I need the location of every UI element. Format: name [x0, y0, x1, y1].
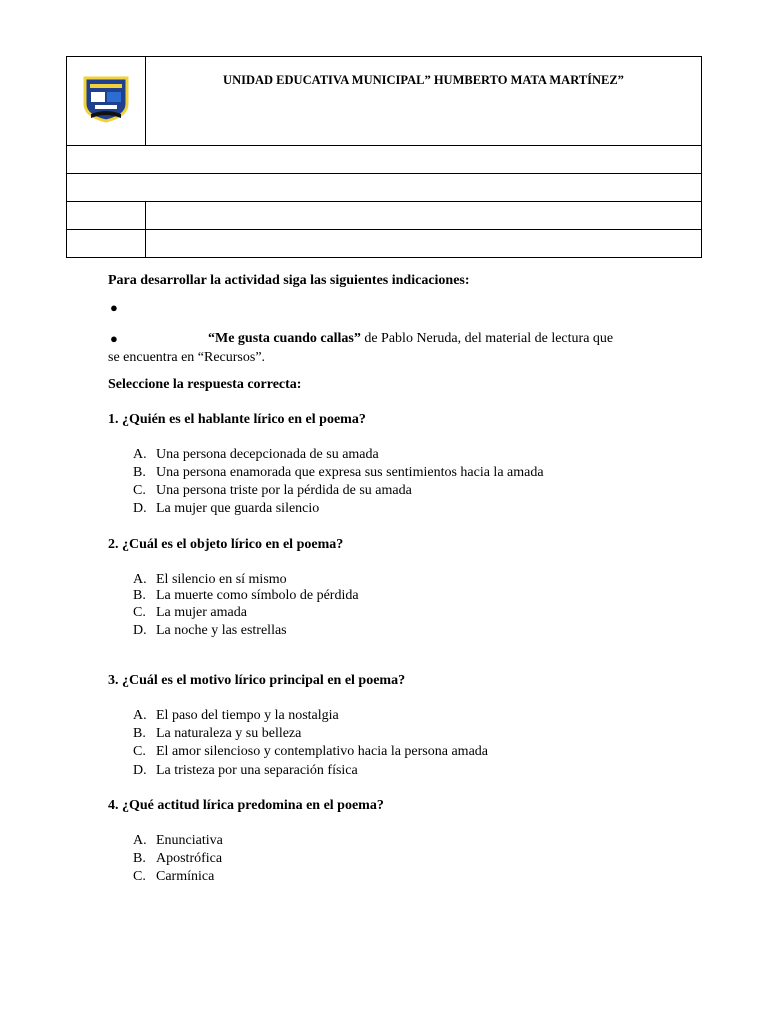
option-q2-b: B. La muerte como símbolo de pérdida [133, 588, 359, 603]
poem-reference: de Pablo Neruda, del material de lectura que [360, 331, 614, 346]
question-3: 3. ¿Cuál es el motivo lírico principal en el poema? [108, 673, 406, 688]
header-cell-right-3 [146, 202, 702, 230]
option-q1-a: A. Una persona decepcionada de su amada [133, 447, 379, 462]
poem-title: “Me gusta cuando callas” [208, 331, 361, 346]
school-crest-icon [81, 74, 131, 124]
bullet-text-2-line2: se encuentra en “Recursos”. [108, 350, 266, 365]
bullet-text-2 [208, 330, 613, 348]
option-q2-a: A. El silencio en sí mismo [133, 572, 287, 587]
bullet-dot-2: ● [110, 331, 118, 346]
header-row-empty-1 [67, 146, 702, 174]
question-4: 4. ¿Qué actitud lírica predomina en el poema? [108, 798, 384, 813]
option-q4-c: C. Carmínica [133, 869, 215, 884]
instructions-heading: Para desarrollar la actividad siga las siguientes indicaciones: [108, 273, 470, 288]
question-1: 1. ¿Quién es el hablante lírico en el poema? [108, 412, 366, 427]
option-q3-d: D. La tristeza por una separación física [133, 763, 358, 778]
option-q2-c: C. La mujer amada [133, 605, 247, 620]
bullet-dot-1: ● [110, 300, 118, 315]
option-q3-c: C. El amor silencioso y contemplativo hacia la persona amada [133, 744, 488, 759]
option-q4-b: B. Apostrófica [133, 851, 223, 866]
header-cell-left-3 [67, 202, 146, 230]
header-cell-right-4 [146, 230, 702, 258]
header-cell-left-4 [67, 230, 146, 258]
header-table [66, 56, 702, 258]
option-q1-b: B. Una persona enamorada que expresa sus sentimientos hacia la amada [133, 465, 544, 480]
header-row-empty-2 [67, 174, 702, 202]
option-q3-b: B. La naturaleza y su belleza [133, 726, 302, 741]
logo-cell [67, 57, 146, 146]
option-q3-a: A. El paso del tiempo y la nostalgia [133, 708, 339, 723]
question-2: 2. ¿Cuál es el objeto lírico en el poema? [108, 537, 344, 552]
option-q1-c: C. Una persona triste por la pérdida de su amada [133, 483, 412, 498]
option-q2-d: D. La noche y las estrellas [133, 623, 287, 638]
option-q4-a: A. Enunciativa [133, 833, 223, 848]
school-name: UNIDAD EDUCATIVA MUNICIPAL” HUMBERTO MATA MARTÍNEZ” [146, 57, 702, 146]
option-q1-d: D. La mujer que guarda silencio [133, 501, 320, 516]
select-label: Seleccione la respuesta correcta: [108, 377, 302, 392]
